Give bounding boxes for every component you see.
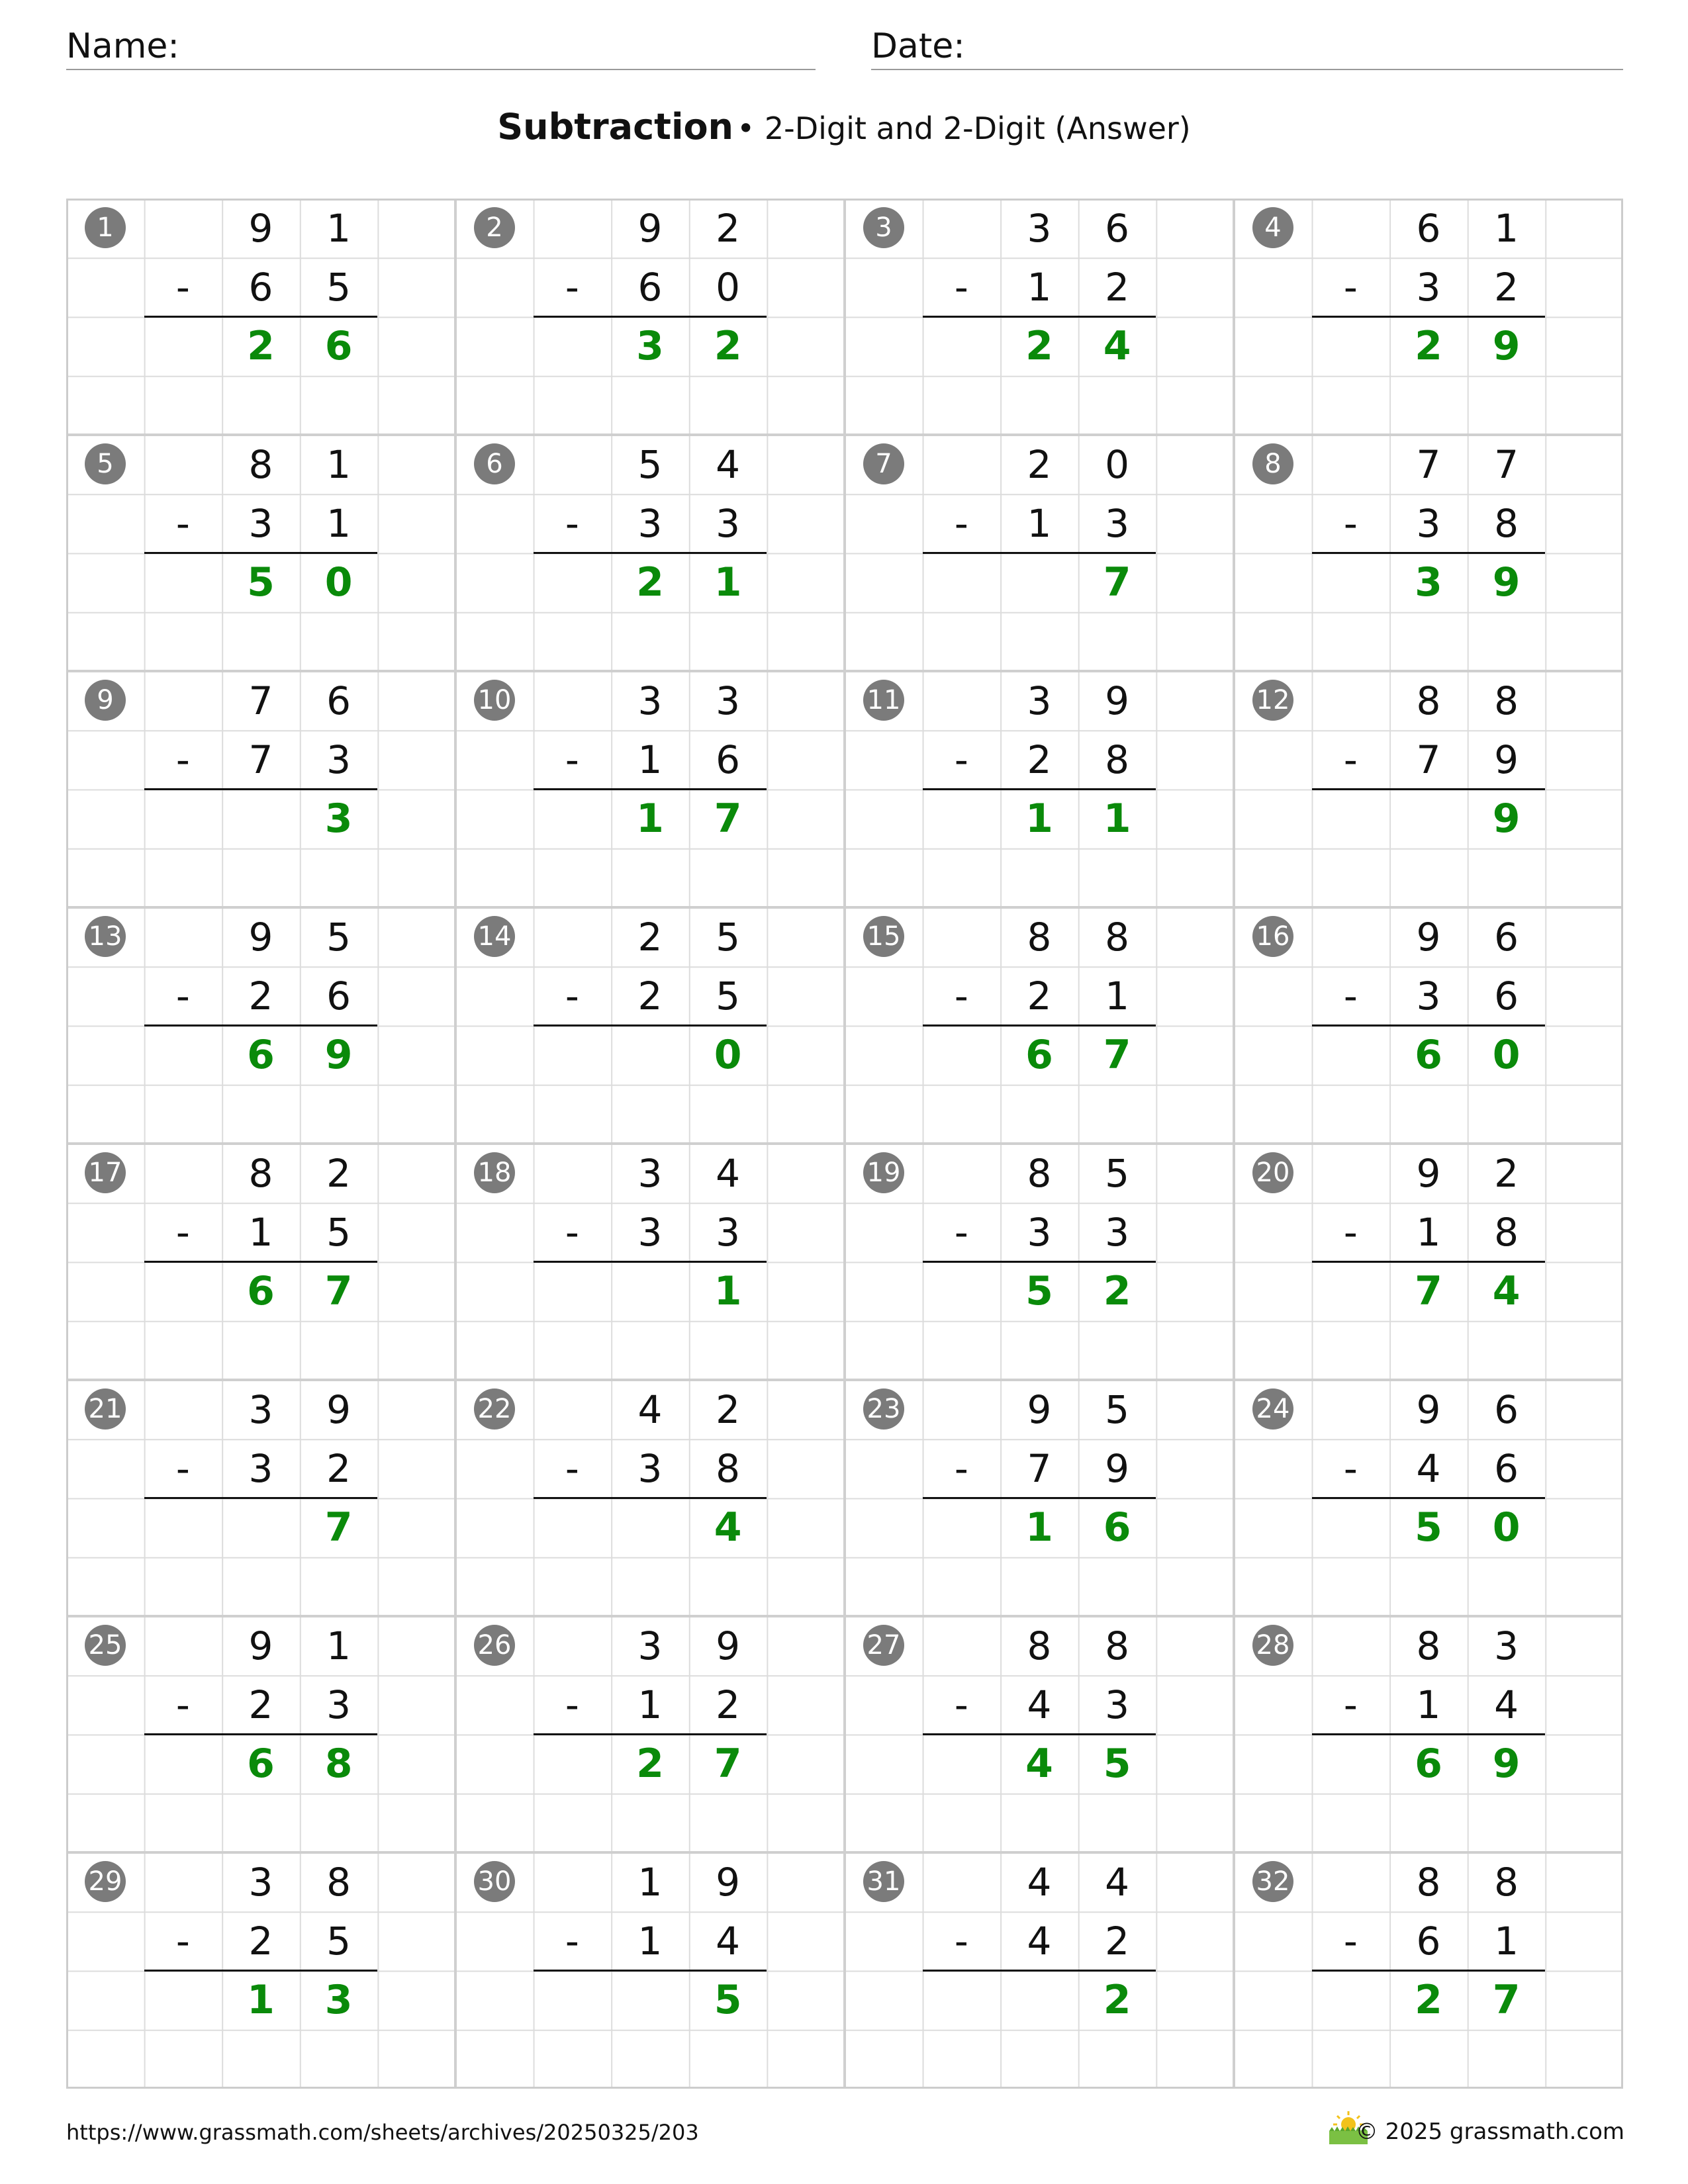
problem-number-badge: 29 [85, 1861, 126, 1902]
minuend-tens-digit: 3 [637, 678, 663, 723]
subtrahend-ones-digit: 3 [1105, 1209, 1130, 1255]
answer-ones-digit: 1 [1103, 796, 1131, 842]
answer-tens-digit: 1 [636, 796, 664, 842]
subtrahend-tens-digit: 1 [248, 1209, 273, 1255]
answer-ones-digit: 1 [714, 1268, 742, 1315]
minus-sign: - [1343, 737, 1358, 782]
minuend-tens-digit: 3 [1027, 678, 1052, 723]
answer-ones-digit: 9 [1492, 1741, 1521, 1788]
problem-number-badge: 9 [85, 680, 126, 721]
minuend-ones-digit: 1 [326, 1623, 352, 1668]
minuend-ones-digit: 8 [1494, 678, 1519, 723]
subtrahend-ones-digit: 6 [1494, 973, 1519, 1019]
answer-tens-digit: 2 [636, 559, 664, 606]
worksheet-title [0, 106, 1688, 148]
subtrahend-ones-digit: 1 [1105, 973, 1130, 1019]
problem-number-badge: 4 [1252, 207, 1293, 248]
minuend-ones-digit: 5 [716, 914, 741, 960]
subtrahend-ones-digit: 2 [326, 1445, 352, 1491]
problem-number-badge: 2 [474, 207, 515, 248]
minuend-ones-digit: 2 [1494, 1150, 1519, 1196]
footer-url[interactable]: https://www.grassmath.com/sheets/archives/20250325/203 [66, 2120, 699, 2145]
minus-sign: - [565, 973, 579, 1019]
minus-sign: - [175, 1445, 190, 1491]
grid-border [66, 199, 1623, 2089]
answer-ones-digit: 2 [1103, 1977, 1131, 2024]
answer-ones-digit: 8 [324, 1741, 353, 1788]
answer-ones-digit: 7 [714, 1741, 742, 1788]
minuend-tens-digit: 9 [1416, 1150, 1441, 1196]
minus-sign: - [175, 737, 190, 782]
minuend-ones-digit: 9 [326, 1387, 352, 1432]
minuend-tens-digit: 8 [1416, 1859, 1441, 1905]
minus-sign: - [954, 1682, 968, 1727]
name-label: Name: [66, 26, 179, 66]
subtrahend-ones-digit: 8 [716, 1445, 741, 1491]
answer-ones-digit: 7 [714, 796, 742, 842]
subtrahend-tens-digit: 3 [1416, 264, 1441, 310]
minuend-tens-digit: 3 [248, 1859, 273, 1905]
subtrahend-tens-digit: 3 [1416, 500, 1441, 546]
subtrahend-ones-digit: 6 [326, 973, 352, 1019]
answer-ones-digit: 1 [714, 559, 742, 606]
answer-ones-digit: 2 [1103, 1268, 1131, 1315]
minuend-tens-digit: 8 [1416, 678, 1441, 723]
minus-sign: - [1343, 1445, 1358, 1491]
minus-sign: - [175, 264, 190, 310]
subtrahend-ones-digit: 6 [1494, 1445, 1519, 1491]
subtrahend-ones-digit: 3 [1105, 500, 1130, 546]
subtrahend-ones-digit: 5 [326, 1918, 352, 1964]
answer-ones-digit: 3 [324, 1977, 353, 2024]
minuend-ones-digit: 8 [1105, 1623, 1130, 1668]
answer-ones-digit: 0 [1492, 1504, 1521, 1551]
minuend-tens-digit: 8 [1027, 1623, 1052, 1668]
minus-sign: - [565, 1682, 579, 1727]
subtrahend-tens-digit: 1 [637, 1918, 663, 1964]
subtrahend-tens-digit: 1 [1416, 1209, 1441, 1255]
minus-sign: - [954, 500, 968, 546]
minuend-tens-digit: 9 [248, 1623, 273, 1668]
minus-sign: - [175, 973, 190, 1019]
problem-number-badge: 6 [474, 443, 515, 484]
problem-number-badge: 13 [85, 916, 126, 957]
minuend-ones-digit: 7 [1494, 441, 1519, 487]
subtrahend-tens-digit: 1 [637, 1682, 663, 1727]
problem-number-badge: 31 [863, 1861, 904, 1902]
title-main: Subtraction [497, 106, 733, 148]
minuend-tens-digit: 8 [248, 441, 273, 487]
subtrahend-ones-digit: 5 [326, 264, 352, 310]
subtrahend-ones-digit: 1 [1494, 1918, 1519, 1964]
answer-ones-digit: 4 [714, 1504, 742, 1551]
problem-number-badge: 14 [474, 916, 515, 957]
subtrahend-tens-digit: 7 [248, 737, 273, 782]
subtrahend-tens-digit: 3 [1416, 973, 1441, 1019]
minuend-tens-digit: 3 [637, 1623, 663, 1668]
answer-tens-digit: 1 [1025, 796, 1053, 842]
answer-ones-digit: 7 [324, 1504, 353, 1551]
minuend-ones-digit: 8 [1494, 1859, 1519, 1905]
answer-tens-digit: 4 [1025, 1741, 1053, 1788]
problem-number-badge: 16 [1252, 916, 1293, 957]
subtrahend-tens-digit: 1 [1027, 264, 1052, 310]
minus-sign: - [954, 1445, 968, 1491]
problem-number-badge: 15 [863, 916, 904, 957]
problem-number-badge: 8 [1252, 443, 1293, 484]
answer-tens-digit: 5 [1025, 1268, 1053, 1315]
minus-sign: - [565, 1209, 579, 1255]
problem-number-badge: 27 [863, 1625, 904, 1666]
subtrahend-tens-digit: 2 [248, 1918, 273, 1964]
minuend-tens-digit: 9 [1027, 1387, 1052, 1432]
minuend-tens-digit: 9 [248, 205, 273, 251]
minuend-ones-digit: 9 [716, 1859, 741, 1905]
date-field[interactable] [871, 25, 1623, 70]
subtrahend-ones-digit: 1 [326, 500, 352, 546]
subtrahend-tens-digit: 4 [1027, 1918, 1052, 1964]
answer-ones-digit: 6 [1103, 1504, 1131, 1551]
minus-sign: - [175, 1209, 190, 1255]
minuend-tens-digit: 8 [1027, 914, 1052, 960]
minuend-ones-digit: 5 [326, 914, 352, 960]
minuend-tens-digit: 9 [1416, 914, 1441, 960]
subtrahend-tens-digit: 2 [248, 973, 273, 1019]
subtrahend-ones-digit: 4 [716, 1918, 741, 1964]
problem-number-badge: 30 [474, 1861, 515, 1902]
minuend-ones-digit: 6 [1494, 1387, 1519, 1432]
subtrahend-tens-digit: 2 [1027, 737, 1052, 782]
subtrahend-tens-digit: 4 [1416, 1445, 1441, 1491]
subtrahend-ones-digit: 3 [326, 737, 352, 782]
minuend-tens-digit: 1 [637, 1859, 663, 1905]
subtrahend-tens-digit: 3 [637, 500, 663, 546]
minuend-ones-digit: 0 [1105, 441, 1130, 487]
minus-sign: - [954, 1209, 968, 1255]
minus-sign: - [175, 1682, 190, 1727]
problem-number-badge: 10 [474, 680, 515, 721]
minus-sign: - [1343, 1209, 1358, 1255]
minuend-tens-digit: 9 [248, 914, 273, 960]
answer-ones-digit: 7 [1103, 1032, 1131, 1079]
minuend-tens-digit: 7 [248, 678, 273, 723]
subtrahend-ones-digit: 6 [716, 737, 741, 782]
minuend-ones-digit: 8 [1105, 914, 1130, 960]
problem-number-badge: 20 [1252, 1152, 1293, 1193]
answer-tens-digit: 2 [247, 323, 275, 370]
answer-ones-digit: 4 [1492, 1268, 1521, 1315]
answer-tens-digit: 5 [1415, 1504, 1442, 1551]
subtrahend-tens-digit: 3 [248, 500, 273, 546]
answer-tens-digit: 3 [636, 323, 664, 370]
subtrahend-tens-digit: 7 [1027, 1445, 1052, 1491]
minuend-tens-digit: 8 [1416, 1623, 1441, 1668]
subtrahend-ones-digit: 5 [716, 973, 741, 1019]
problem-number-badge: 19 [863, 1152, 904, 1193]
minuend-tens-digit: 9 [637, 205, 663, 251]
subtrahend-ones-digit: 9 [1494, 737, 1519, 782]
answer-tens-digit: 6 [247, 1268, 275, 1315]
answer-tens-digit: 2 [1025, 323, 1053, 370]
minuend-ones-digit: 9 [1105, 678, 1130, 723]
minuend-tens-digit: 3 [637, 1150, 663, 1196]
subtrahend-tens-digit: 7 [1416, 737, 1441, 782]
minuend-ones-digit: 1 [326, 441, 352, 487]
minus-sign: - [1343, 264, 1358, 310]
minuend-tens-digit: 5 [637, 441, 663, 487]
answer-ones-digit: 9 [1492, 796, 1521, 842]
minus-sign: - [565, 1445, 579, 1491]
subtrahend-tens-digit: 3 [1027, 1209, 1052, 1255]
subtrahend-ones-digit: 9 [1105, 1445, 1130, 1491]
answer-ones-digit: 5 [1103, 1741, 1131, 1788]
problem-number-badge: 26 [474, 1625, 515, 1666]
subtrahend-tens-digit: 2 [1027, 973, 1052, 1019]
problem-number-badge: 28 [1252, 1625, 1293, 1666]
problem-number-badge: 5 [85, 443, 126, 484]
problem-number-badge: 23 [863, 1388, 904, 1430]
subtrahend-ones-digit: 2 [1494, 264, 1519, 310]
answer-tens-digit: 5 [247, 559, 275, 606]
subtrahend-tens-digit: 4 [1027, 1682, 1052, 1727]
subtrahend-tens-digit: 6 [248, 264, 273, 310]
subtrahend-ones-digit: 8 [1494, 1209, 1519, 1255]
answer-ones-digit: 9 [1492, 559, 1521, 606]
subtrahend-tens-digit: 3 [248, 1445, 273, 1491]
minuend-ones-digit: 1 [326, 205, 352, 251]
minuend-ones-digit: 4 [716, 441, 741, 487]
minuend-ones-digit: 2 [716, 205, 741, 251]
subtrahend-ones-digit: 5 [326, 1209, 352, 1255]
subtrahend-tens-digit: 3 [637, 1445, 663, 1491]
minuend-ones-digit: 1 [1494, 205, 1519, 251]
name-field[interactable] [66, 25, 816, 70]
answer-tens-digit: 6 [1025, 1032, 1053, 1079]
minuend-tens-digit: 8 [1027, 1150, 1052, 1196]
minus-sign: - [1343, 973, 1358, 1019]
minuend-tens-digit: 4 [1027, 1859, 1052, 1905]
minus-sign: - [954, 737, 968, 782]
minuend-ones-digit: 6 [1494, 914, 1519, 960]
minuend-tens-digit: 3 [248, 1387, 273, 1432]
minus-sign: - [954, 1918, 968, 1964]
minus-sign: - [954, 973, 968, 1019]
minus-sign: - [1343, 500, 1358, 546]
answer-tens-digit: 2 [1415, 1977, 1442, 2024]
answer-ones-digit: 6 [324, 323, 353, 370]
minuend-tens-digit: 9 [1416, 1387, 1441, 1432]
minuend-tens-digit: 2 [1027, 441, 1052, 487]
minus-sign: - [565, 737, 579, 782]
answer-tens-digit: 2 [636, 1741, 664, 1788]
subtrahend-ones-digit: 8 [1494, 500, 1519, 546]
answer-ones-digit: 7 [1492, 1977, 1521, 2024]
minuend-ones-digit: 2 [326, 1150, 352, 1196]
problem-number-badge: 12 [1252, 680, 1293, 721]
minuend-ones-digit: 2 [716, 1387, 741, 1432]
minus-sign: - [1343, 1918, 1358, 1964]
answer-tens-digit: 7 [1415, 1268, 1442, 1315]
minuend-ones-digit: 4 [1105, 1859, 1130, 1905]
subtrahend-ones-digit: 3 [1105, 1682, 1130, 1727]
minus-sign: - [954, 264, 968, 310]
minus-sign: - [1343, 1682, 1358, 1727]
subtrahend-ones-digit: 3 [326, 1682, 352, 1727]
answer-ones-digit: 9 [324, 1032, 353, 1079]
answer-tens-digit: 1 [1025, 1504, 1053, 1551]
subtrahend-tens-digit: 1 [1027, 500, 1052, 546]
minuend-ones-digit: 6 [1105, 205, 1130, 251]
problem-number-badge: 7 [863, 443, 904, 484]
minuend-ones-digit: 9 [716, 1623, 741, 1668]
subtrahend-ones-digit: 2 [1105, 264, 1130, 310]
answer-tens-digit: 6 [1415, 1032, 1442, 1079]
subtrahend-tens-digit: 1 [637, 737, 663, 782]
title-subtitle: • 2-Digit and 2-Digit (Answer) [737, 111, 1191, 146]
answer-ones-digit: 3 [324, 796, 353, 842]
date-label: Date: [871, 26, 965, 66]
answer-ones-digit: 0 [1492, 1032, 1521, 1079]
problem-number-badge: 3 [863, 207, 904, 248]
minuend-ones-digit: 6 [326, 678, 352, 723]
answer-ones-digit: 2 [714, 323, 742, 370]
subtrahend-tens-digit: 1 [1416, 1682, 1441, 1727]
subtrahend-ones-digit: 0 [716, 264, 741, 310]
subtrahend-ones-digit: 4 [1494, 1682, 1519, 1727]
minuend-ones-digit: 3 [716, 678, 741, 723]
answer-tens-digit: 6 [247, 1032, 275, 1079]
subtrahend-tens-digit: 6 [1416, 1918, 1441, 1964]
problem-number-badge: 24 [1252, 1388, 1293, 1430]
minuend-tens-digit: 8 [248, 1150, 273, 1196]
subtrahend-ones-digit: 2 [1105, 1918, 1130, 1964]
problem-number-badge: 18 [474, 1152, 515, 1193]
answer-ones-digit: 0 [324, 559, 353, 606]
subtrahend-tens-digit: 2 [248, 1682, 273, 1727]
subtrahend-tens-digit: 2 [637, 973, 663, 1019]
problem-number-badge: 22 [474, 1388, 515, 1430]
minuend-ones-digit: 4 [716, 1150, 741, 1196]
minuend-tens-digit: 2 [637, 914, 663, 960]
answer-ones-digit: 4 [1103, 323, 1131, 370]
minuend-ones-digit: 8 [326, 1859, 352, 1905]
answer-ones-digit: 0 [714, 1032, 742, 1079]
subtrahend-ones-digit: 8 [1105, 737, 1130, 782]
subtrahend-ones-digit: 3 [716, 500, 741, 546]
problem-number-badge: 1 [85, 207, 126, 248]
problem-number-badge: 11 [863, 680, 904, 721]
answer-ones-digit: 7 [1103, 559, 1131, 606]
minuend-tens-digit: 4 [637, 1387, 663, 1432]
answer-tens-digit: 6 [247, 1741, 275, 1788]
minus-sign: - [175, 1918, 190, 1964]
subtrahend-ones-digit: 3 [716, 1209, 741, 1255]
minuend-ones-digit: 3 [1494, 1623, 1519, 1668]
subtrahend-tens-digit: 6 [637, 264, 663, 310]
minus-sign: - [565, 264, 579, 310]
answer-tens-digit: 1 [247, 1977, 275, 2024]
answer-tens-digit: 6 [1415, 1741, 1442, 1788]
answer-tens-digit: 3 [1415, 559, 1442, 606]
minus-sign: - [175, 500, 190, 546]
minus-sign: - [565, 1918, 579, 1964]
footer-copyright: © 2025 grassmath.com [1355, 2118, 1624, 2145]
minus-sign: - [565, 500, 579, 546]
minuend-tens-digit: 6 [1416, 205, 1441, 251]
problem-number-badge: 21 [85, 1388, 126, 1430]
subtrahend-ones-digit: 2 [716, 1682, 741, 1727]
subtrahend-tens-digit: 3 [637, 1209, 663, 1255]
minuend-tens-digit: 7 [1416, 441, 1441, 487]
answer-tens-digit: 2 [1415, 323, 1442, 370]
minuend-ones-digit: 5 [1105, 1387, 1130, 1432]
answer-ones-digit: 7 [324, 1268, 353, 1315]
problem-number-badge: 32 [1252, 1861, 1293, 1902]
problem-number-badge: 25 [85, 1625, 126, 1666]
problem-number-badge: 17 [85, 1152, 126, 1193]
answer-ones-digit: 5 [714, 1977, 742, 2024]
minuend-tens-digit: 3 [1027, 205, 1052, 251]
answer-ones-digit: 9 [1492, 323, 1521, 370]
minuend-ones-digit: 5 [1105, 1150, 1130, 1196]
